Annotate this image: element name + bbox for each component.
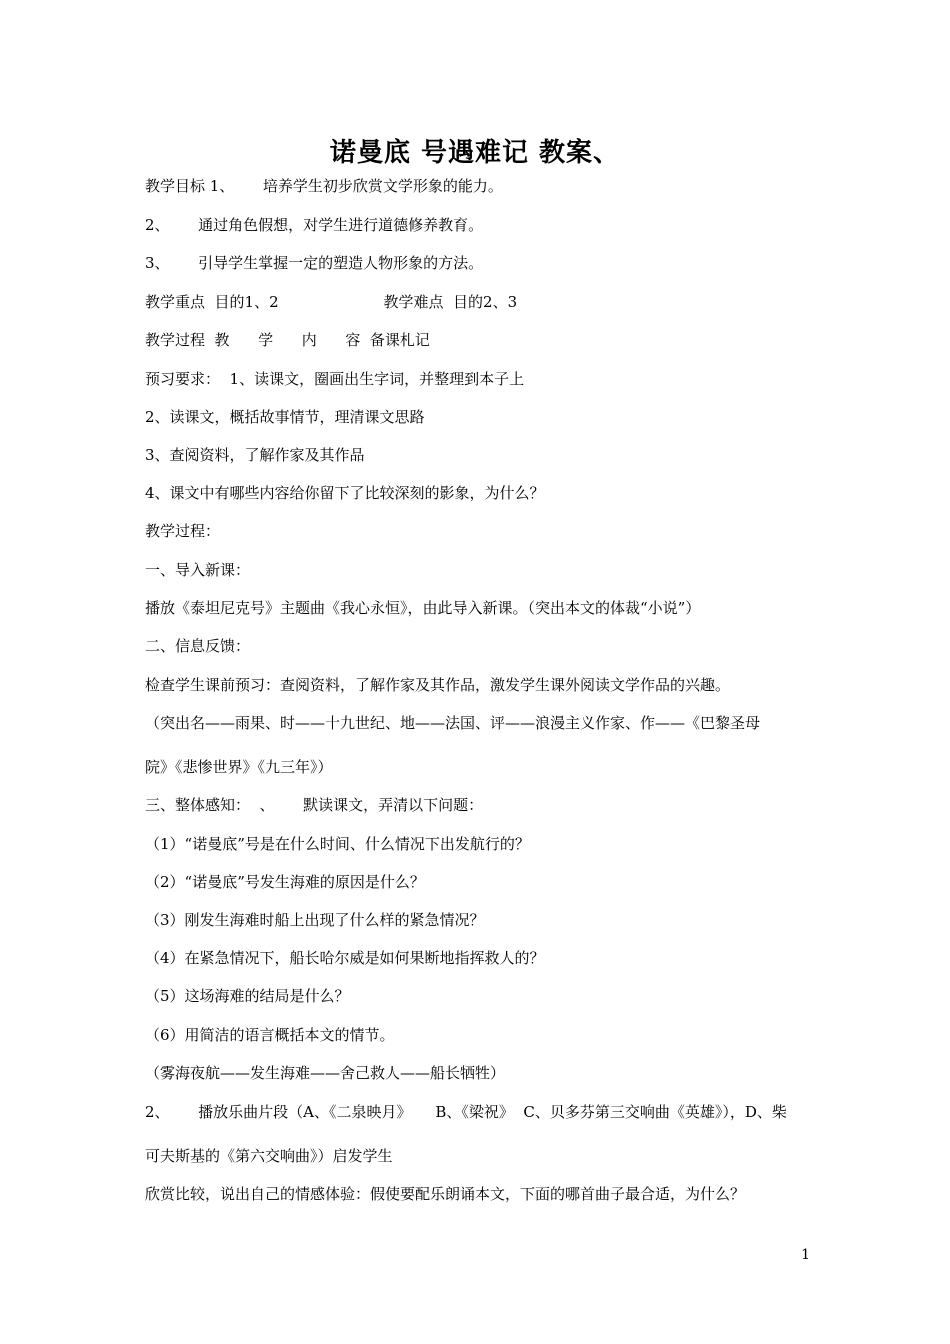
text-line: 检查学生课前预习：查阅资料，了解作家及其作品，激发学生课外阅读文学作品的兴趣。 bbox=[145, 676, 731, 694]
text-line: 二、信息反馈： bbox=[145, 637, 251, 655]
text-line: 教学重点 目的1、2 教学难点 目的2、3 bbox=[145, 293, 518, 311]
text-line: 欣赏比较，说出自己的情感体验：假使要配乐朗诵本文，下面的哪首曲子最合适，为什么？ bbox=[145, 1185, 746, 1203]
text-line: （突出名——雨果、时——十九世纪、地——法国、评——浪漫主义作家、作——《巴黎圣母 bbox=[145, 714, 761, 732]
text-line: 3、 引导学生掌握一定的塑造人物形象的方法。 bbox=[145, 254, 484, 272]
text-line: （6）用简洁的语言概括本文的情节。 bbox=[145, 1026, 395, 1044]
text-line: （2）“诺曼底”号发生海难的原因是什么？ bbox=[145, 873, 425, 891]
text-line: 一、导入新课： bbox=[145, 561, 251, 579]
text-line: （4）在紧急情况下，船长哈尔威是如何果断地指挥救人的？ bbox=[145, 949, 545, 967]
text-line: 可夫斯基的《第六交响曲》）启发学生 bbox=[145, 1147, 393, 1165]
text-line: （雾海夜航——发生海难——舍己救人——船长牺牲） bbox=[145, 1064, 506, 1082]
text-line: 教学过程： bbox=[145, 522, 221, 540]
page-number: 1 bbox=[801, 1247, 810, 1263]
text-line: 三、整体感知： 、 默读课文，弄清以下问题： bbox=[145, 796, 484, 814]
text-line: （3）刚发生海难时船上出现了什么样的紧急情况？ bbox=[145, 911, 485, 929]
text-line: 预习要求： 1、读课文，圈画出生字词，并整理到本子上 bbox=[145, 370, 525, 388]
text-line: 2、读课文，概括故事情节，理清课文思路 bbox=[145, 408, 425, 426]
text-line: 教学过程 教 学 内 容 备课札记 bbox=[145, 331, 430, 349]
text-line: 教学目标 1、 培养学生初步欣赏文学形象的能力。 bbox=[145, 177, 503, 195]
text-line: （5）这场海难的结局是什么？ bbox=[145, 987, 350, 1005]
text-line: 4、课文中有哪些内容给你留下了比较深刻的影象，为什么？ bbox=[145, 484, 545, 502]
text-line: 2、 播放乐曲片段（A、《二泉映月》 B、《梁祝》 C、贝多芬第三交响曲《英雄》），D、柴 bbox=[145, 1103, 787, 1121]
text-line: 3、查阅资料，了解作家及其作品 bbox=[145, 446, 365, 464]
text-line: 院》《悲惨世界》《九三年》） bbox=[145, 758, 333, 776]
text-line: （1）“诺曼底”号是在什么时间、什么情况下出发航行的？ bbox=[145, 835, 530, 853]
text-line: 播放《泰坦尼克号》主题曲《我心永恒》，由此导入新课。（突出本文的体裁“小说”） bbox=[145, 599, 701, 617]
document-title: 诺曼底 号遇难记 教案、 bbox=[329, 138, 621, 168]
text-line: 2、 通过角色假想，对学生进行道德修养教育。 bbox=[145, 216, 484, 234]
